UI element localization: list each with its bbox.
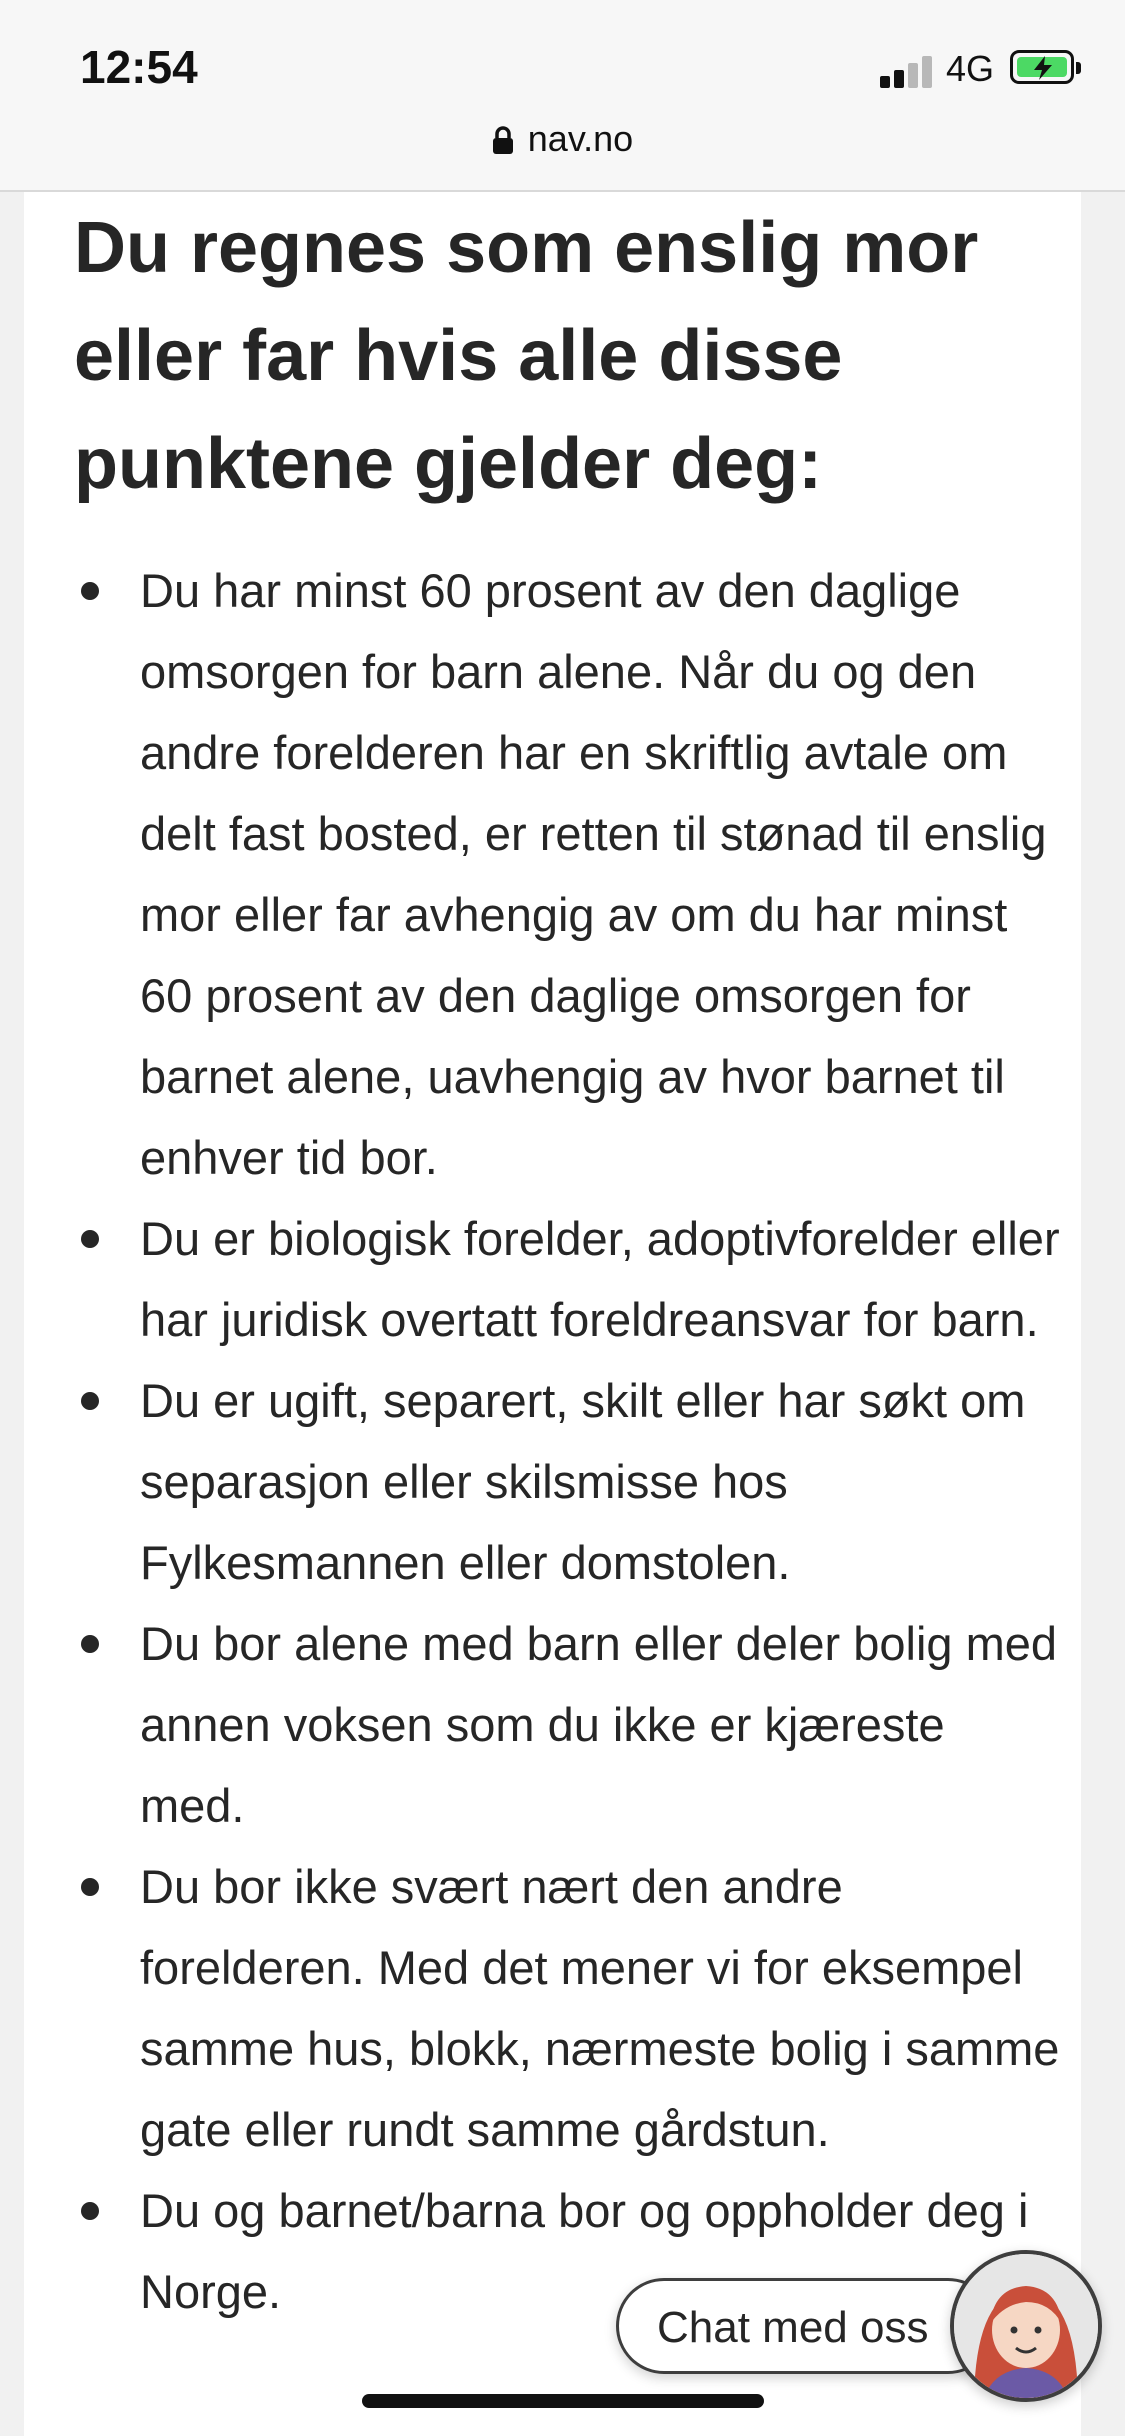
lock-icon (492, 122, 514, 164)
chat-button-label: Chat med oss (657, 2303, 929, 2352)
address-bar[interactable] (0, 118, 1125, 164)
clock: 12:54 (80, 41, 198, 93)
bullet-icon (81, 1392, 99, 1410)
list-item (24, 1198, 1081, 1360)
page-heading: Du regnes som enslig mor eller far hvis alle disse punktene gjelder deg: (74, 208, 979, 504)
list-item-text: Du bor alene med barn eller deler bolig med annen voksen som du ikke er kjæreste med. (140, 1617, 1058, 1832)
list-item (24, 550, 1081, 1198)
cellular-signal-icon (880, 54, 936, 88)
content-card (24, 192, 1081, 2436)
list-item (24, 1846, 1081, 2170)
chat-avatar-icon[interactable] (950, 2250, 1102, 2402)
list-item-text: Du er biologisk forelder, adoptivforelder eller har juridisk overtatt foreldreansvar for barn. (140, 1212, 1060, 1346)
chat-button[interactable] (616, 2278, 996, 2374)
network-type: 4G (946, 48, 995, 89)
status-bar (0, 0, 1125, 192)
list-item-text: Du er ugift, separert, skilt eller har søkt om separasjon eller skilsmisse hos Fylkesmannen eller domstolen. (140, 1374, 1026, 1589)
list-item-text: Du og barnet/barna bor og oppholder deg i Norge. (140, 2184, 1029, 2318)
bullet-icon (81, 2202, 99, 2220)
bullet-icon (81, 1878, 99, 1896)
home-indicator[interactable] (362, 2394, 764, 2408)
criteria-list (24, 550, 1081, 2332)
list-item-text: Du har minst 60 prosent av den daglige omsorgen for barn alene. Når du og den andre forelderen har en skriftlig avtale om delt fast bosted, er retten til stønad til enslig mor eller far avhengig av om du har minst 60 prosent av den daglige omsorgen for barnet alene, uavhengig av hvor barnet til enhver tid bor. (140, 564, 1047, 1184)
bullet-icon (81, 1230, 99, 1248)
bullet-icon (81, 1635, 99, 1653)
bullet-icon (81, 582, 99, 600)
list-item (24, 1603, 1081, 1846)
battery-charging-icon (1010, 50, 1074, 84)
list-item-text: Du bor ikke svært nært den andre forelderen. Med det mener vi for eksempel samme hus, blokk, nærmeste bolig i samme gate eller rundt samme gårdstun. (140, 1860, 1060, 2156)
url-text: nav.no (527, 118, 634, 159)
list-item (24, 1360, 1081, 1603)
